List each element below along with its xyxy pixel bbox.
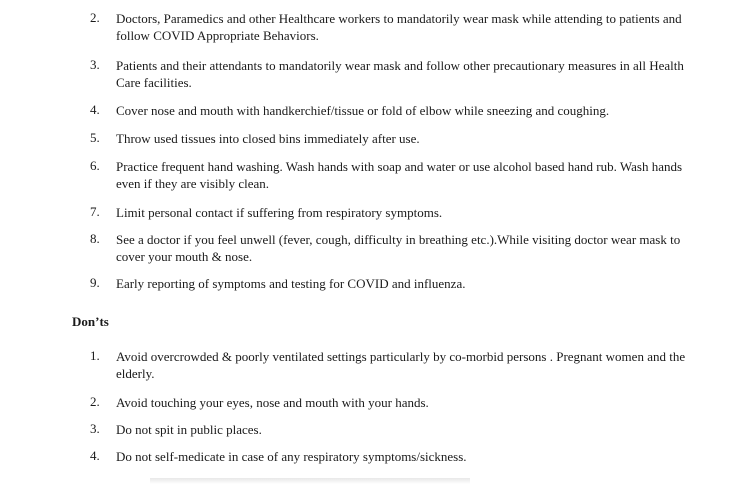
item-text: Cover nose and mouth with handkerchief/tissue or fold of elbow while sneezing and coughing. <box>116 103 610 118</box>
item-number: 3. <box>90 421 100 436</box>
item-number: 2. <box>90 394 100 409</box>
item-text: Patients and their attendants to mandatorily wear mask and follow other precautionary measures in all Health Care facilities. <box>116 58 684 90</box>
item-text: Doctors, Paramedics and other Healthcare workers to mandatorily wear mask while attending to patients and follow COVID Appropriate Behaviors. <box>116 11 682 43</box>
item-text: Do not self-medicate in case of any respiratory symptoms/sickness. <box>116 449 467 464</box>
item-text: Avoid overcrowded & poorly ventilated settings particularly by co-morbid persons . Pregnant women and the elderly. <box>116 349 686 381</box>
item-number: 3. <box>90 57 100 72</box>
item-number: 9. <box>90 275 100 290</box>
cropped-next-line <box>150 478 470 484</box>
item-text: Avoid touching your eyes, nose and mouth with your hands. <box>116 395 429 410</box>
item-number: 4. <box>90 448 100 463</box>
item-text: Practice frequent hand washing. Wash hands with soap and water or use alcohol based hand rub. Wash hands even if they are visibly clean. <box>116 159 683 191</box>
item-text: Throw used tissues into closed bins immediately after use. <box>116 131 420 146</box>
donts-heading: Don’ts <box>72 314 109 329</box>
item-number: 4. <box>90 102 100 117</box>
item-number: 8. <box>90 231 100 246</box>
item-number: 6. <box>90 158 100 173</box>
item-number: 5. <box>90 130 100 145</box>
item-number: 2. <box>90 10 100 25</box>
item-number: 1. <box>90 348 100 363</box>
item-text: Limit personal contact if suffering from respiratory symptoms. <box>116 205 443 220</box>
item-text: See a doctor if you feel unwell (fever, cough, difficulty in breathing etc.).While visiting doctor wear mask to cover your mouth & nose. <box>116 232 681 264</box>
item-text: Do not spit in public places. <box>116 422 262 437</box>
item-text: Early reporting of symptoms and testing for COVID and influenza. <box>116 276 466 291</box>
item-number: 7. <box>90 204 100 219</box>
